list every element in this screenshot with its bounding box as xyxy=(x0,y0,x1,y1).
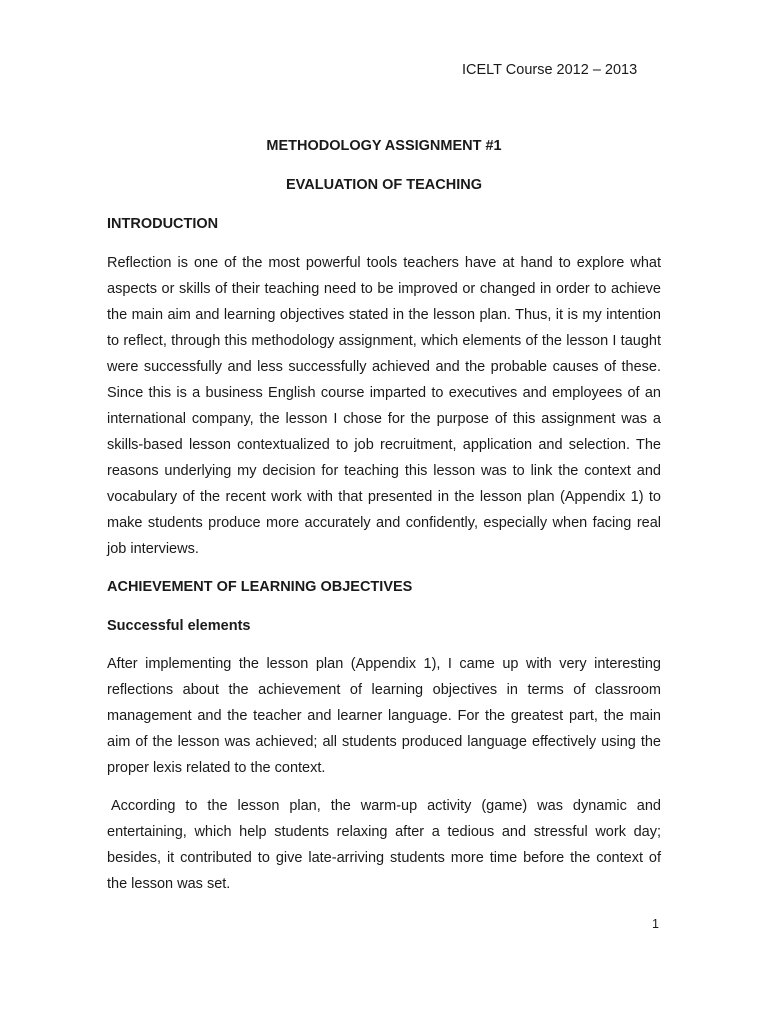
assignment-subtitle: EVALUATION OF TEACHING xyxy=(285,177,482,193)
achievement-heading: ACHIEVEMENT OF LEARNING OBJECTIVES xyxy=(107,579,413,595)
page-number: 1 xyxy=(652,917,659,931)
introduction-heading: INTRODUCTION xyxy=(107,216,219,232)
successful-elements-subheading: Successful elements xyxy=(107,618,251,634)
successful-elements-paragraph: After implementing the lesson plan (Appendix 1), I came up with very interesting reflections about the achievement of learning objectives in terms of classroom management and the teacher and learner language. For the greatest part, the main aim of the lesson was achieved; all students produced language effectively using the proper lexis related to the context. xyxy=(107,656,661,776)
introduction-paragraph: Reflection is one of the most powerful tools teachers have at hand to explore what aspects or skills of their teaching need to be improved or changed in order to achieve the main aim and learning objectives stated in the lesson plan. Thus, it is my intention to reflect, through this methodology assignment, which elements of the lesson I taught were successfully and less successfully achieved and the probable causes of these. Since this is a business English course imparted to executives and employees of an international company, the lesson I chose for the purpose of this assignment was a skills-based lesson contextualized to job recruitment, application and selection. The reasons underlying my decision for teaching this lesson was to link the context and vocabulary of the recent work with that presented in the lesson plan (Appendix 1) to make students produce more accurately and confidently, especially when facing real job interviews. xyxy=(107,255,661,557)
assignment-title: METHODOLOGY ASSIGNMENT #1 xyxy=(266,138,502,154)
course-header: ICELT Course 2012 – 2013 xyxy=(462,62,638,78)
warm-up-paragraph: According to the lesson plan, the warm-up activity (game) was dynamic and entertaining, which help students relaxing after a tedious and stressful work day; besides, it contributed to give late-arriving students more time before the context of the lesson was set. xyxy=(107,798,661,892)
